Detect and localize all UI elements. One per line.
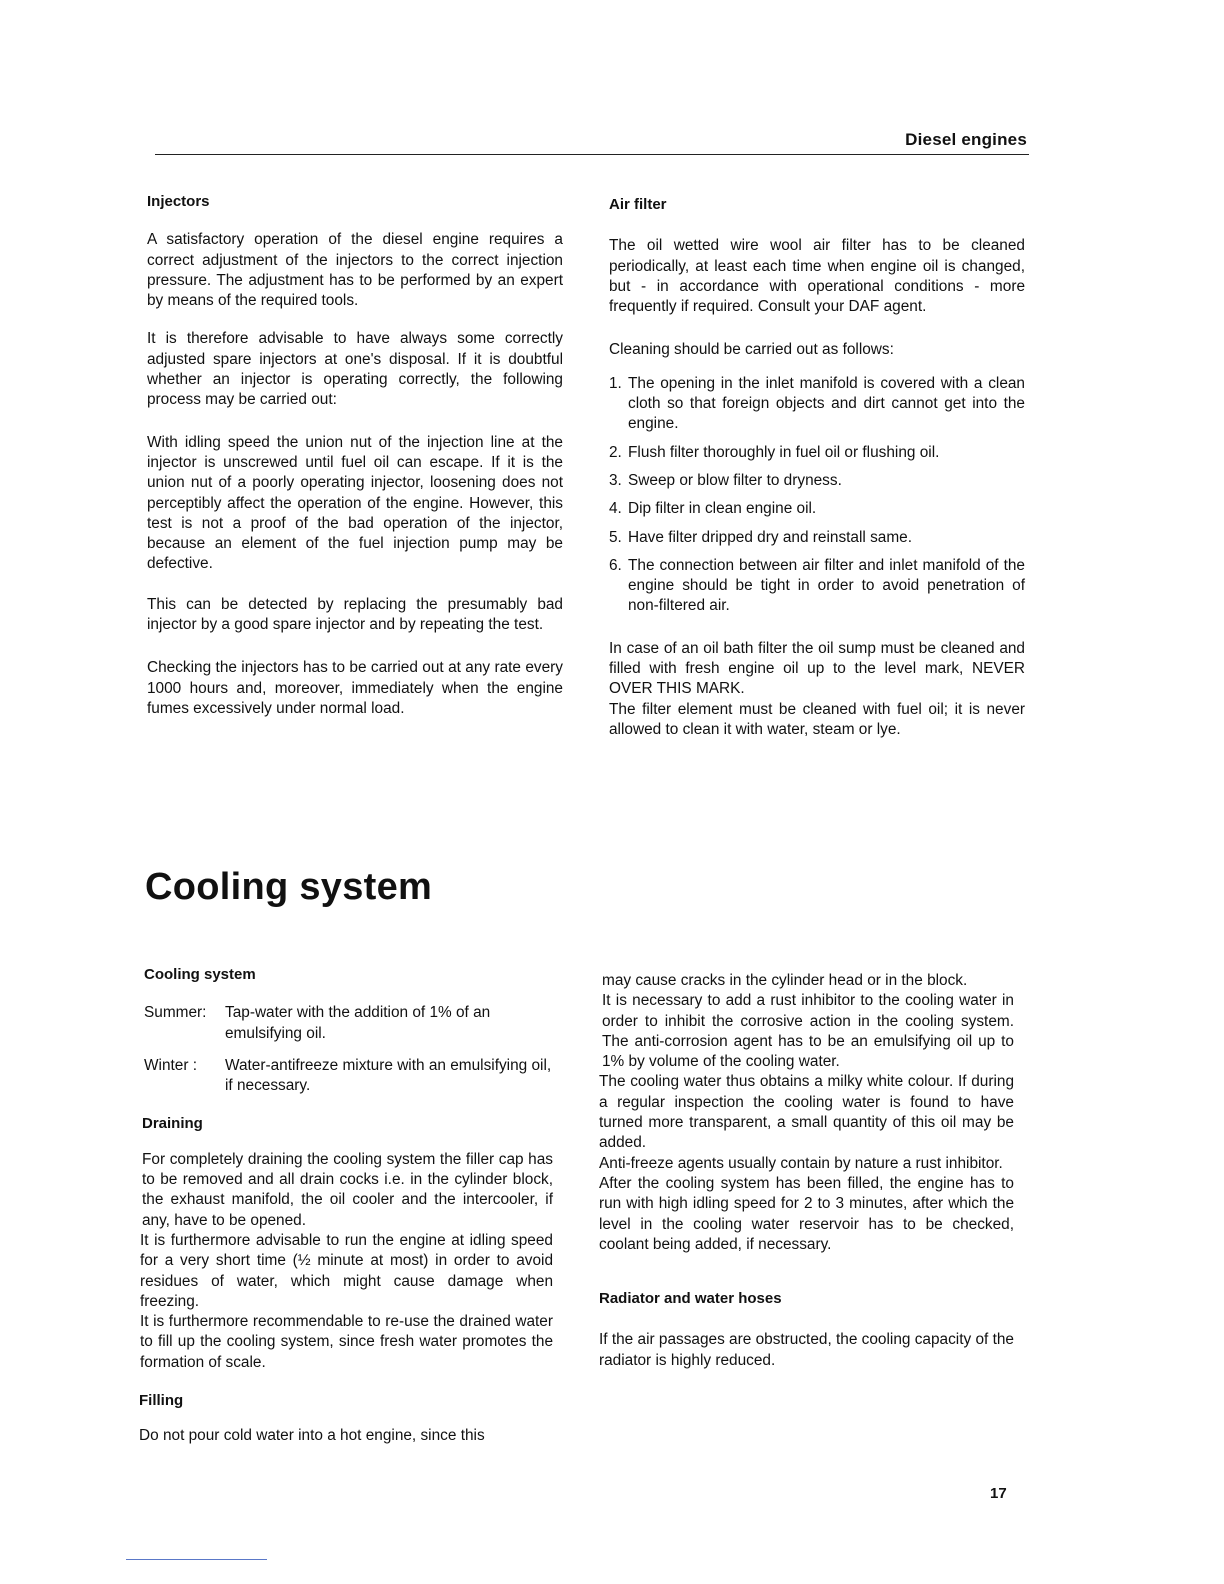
air-filter-section <box>609 195 1025 740</box>
filter-element-note: The filter element must be cleaned with fuel oil; it is never allowed to clean it with water, steam or lye. <box>609 700 1025 738</box>
page-number: 17 <box>990 1485 1007 1502</box>
draining-paragraph-1: For completely draining the cooling system the filler cap has to be removed and all drain cocks i.e. in the cylinder block, the exhaust manifold, the oil cooler and the intercooler, if any, have to be opened. <box>142 1150 553 1229</box>
cooling-right-column <box>599 971 1014 1371</box>
list-item: 5. Have filter dripped dry and reinstall same. <box>609 528 913 546</box>
injectors-paragraph-3: With idling speed the union nut of the injection line at the injector is unscrewed until fuel oil can escape. If it is the union nut of a poorly operating injector, loosening does not perceptibly affect the operation of the engine. However, this test is not a proof of the bad operation of the injector, because an element of the fuel injection pump may be defective. <box>147 433 563 573</box>
winter-label: Winter : <box>144 1056 198 1074</box>
injectors-paragraph-1: A satisfactory operation of the diesel engine requires a correct adjustment of the injectors to the correct injection pressure. The adjustment has to be performed by an expert by means of the required tools. <box>147 231 563 310</box>
list-item: 6. The connection between air filter and inlet manifold of the engine should be tight in order to avoid penetration of non-filtered air. <box>609 556 1025 615</box>
air-filter-intro: The oil wetted wire wool air filter has to be cleaned periodically, at least each time when engine oil is changed, but - in accordance with operational conditions - more frequently if required. Consult your DAF agent. <box>609 237 1025 316</box>
cooling-heading: Cooling system <box>144 966 256 983</box>
section-title: Cooling system <box>145 866 433 908</box>
winter-entry <box>139 1056 553 1097</box>
list-item: 2. Flush filter thoroughly in fuel oil or flushing oil. <box>609 443 940 461</box>
cleaning-lead: Cleaning should be carried out as follows: <box>609 341 894 359</box>
draining-paragraph-2: It is furthermore advisable to run the engine at idling speed for a very short time (½ minute at most) in order to avoid residues of water, which might cause damage when freezing. <box>140 1231 553 1310</box>
summer-entry <box>139 1003 553 1044</box>
injectors-section <box>147 192 563 719</box>
draining-paragraph-3: It is furthermore recommendable to re-use the drained water to fill up the cooling system, since fresh water promotes the formation of scale. <box>140 1313 553 1371</box>
injectors-heading: Injectors <box>147 193 210 210</box>
list-item: 3. Sweep or blow filter to dryness. <box>609 471 842 489</box>
summer-text: Tap-water with the addition of 1% of an emulsifying oil. <box>225 1004 491 1042</box>
draining-heading: Draining <box>142 1115 203 1133</box>
injectors-paragraph-5: Checking the injectors has to be carried out at any rate every 1000 hours and, moreover, immediately when the engine fumes excessively under normal load. <box>147 659 563 717</box>
list-item: 1. The opening in the inlet manifold is covered with a clean cloth so that foreign objects and dirt cannot get into the engine. <box>609 374 1025 433</box>
radiator-heading: Radiator and water hoses <box>599 1290 782 1308</box>
summer-label: Summer: <box>144 1004 207 1022</box>
cooling-left-column <box>139 965 553 1447</box>
header-divider <box>155 154 1029 155</box>
list-item: 4. Dip filter in clean engine oil. <box>609 500 817 518</box>
page-header-title: Diesel engines <box>905 130 1027 149</box>
cooling-right-paragraph-5: After the cooling system has been filled, the engine has to run with high idling speed for 2 to 3 minutes, after which the level in the cooling water reservoir has to be checked, coolant being added, if necessary. <box>599 1174 1014 1253</box>
cleaning-steps-list <box>609 374 1025 617</box>
winter-text: Water-antifreeze mixture with an emulsifying oil, if necessary. <box>225 1056 552 1095</box>
filling-heading: Filling <box>139 1392 184 1410</box>
filling-text: Do not pour cold water into a hot engine, since this <box>139 1427 485 1445</box>
cooling-right-paragraph-3: The cooling water thus obtains a milky white colour. If during a regular inspection the cooling water is found to have turned more transparent, a small quantity of this oil may be added. <box>599 1073 1014 1152</box>
injectors-paragraph-4: This can be detected by replacing the presumably bad injector by a good spare injector and by repeating the test. <box>147 595 563 634</box>
cooling-right-paragraph-4: Anti-freeze agents usually contain by nature a rust inhibitor. <box>599 1154 1003 1172</box>
radiator-text: If the air passages are obstructed, the cooling capacity of the radiator is highly reduced. <box>599 1331 1014 1369</box>
cooling-right-paragraph-1: may cause cracks in the cylinder head or in the block. <box>602 972 968 989</box>
footer-link-underline <box>126 1559 267 1560</box>
oil-bath-note: In case of an oil bath filter the oil sump must be cleaned and filled with fresh engine oil up to the level mark, NEVER OVER THIS MARK. <box>609 639 1025 698</box>
cooling-right-paragraph-2: It is necessary to add a rust inhibitor to the cooling water in order to inhibit the corrosive action in the cooling system. The anti-corrosion agent has to be an emulsifying oil up to 1% by volume of the cooling water. <box>602 992 1014 1071</box>
injectors-paragraph-2: It is therefore advisable to have always some correctly adjusted spare injectors at one's disposal. If it is doubtful whether an injector is operating correctly, the following process may be carried out: <box>147 330 563 409</box>
air-filter-heading: Air filter <box>609 196 667 213</box>
